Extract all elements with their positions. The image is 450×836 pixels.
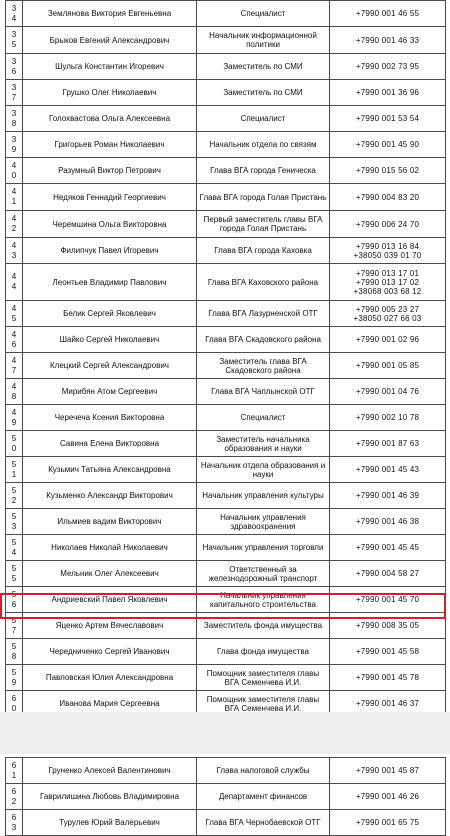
table-row xyxy=(6,106,446,132)
job-position: Глава ВГА города Каховка xyxy=(197,238,330,264)
phone-number: +7990 001 05 85 xyxy=(330,353,446,379)
job-position: Специалист xyxy=(197,405,330,431)
table-row xyxy=(6,509,446,535)
table-row xyxy=(6,80,446,106)
person-name: Кузьмич Татьяна Александровна xyxy=(23,457,197,483)
table-row xyxy=(6,431,446,457)
row-number: 3 7 xyxy=(6,80,23,106)
person-name: Шульга Константин Игоревич xyxy=(23,54,197,80)
phone-number: +7990 004 83 20 xyxy=(330,184,446,211)
phone-number: +7990 013 17 01 +7990 013 17 02 +38068 003 68 12 xyxy=(330,264,446,301)
phone-number: +7990 001 45 78 xyxy=(330,665,446,691)
job-position: Департамент финансов xyxy=(197,784,330,810)
person-name: Чередниченко Сергей Иванович xyxy=(23,639,197,665)
phone-number: +7990 001 46 39 xyxy=(330,483,446,509)
table-row xyxy=(6,54,446,80)
phone-number: +7990 004 58 27 xyxy=(330,561,446,587)
person-name: Груненко Алексей Валентинович xyxy=(23,758,197,784)
job-position: Помощник заместителя главы ВГА Семенчева И.И. xyxy=(197,691,330,717)
person-name: Клецкий Сергей Александрович xyxy=(23,353,197,379)
job-position: Глава ВГА Чернобаевской ОТГ xyxy=(197,810,330,836)
table-row xyxy=(6,639,446,665)
phone-number: +7990 001 65 75 xyxy=(330,810,446,836)
row-number: 4 0 xyxy=(6,158,23,184)
person-name: Андриевский Павел Яковлевич xyxy=(23,587,197,613)
phone-number: +7990 005 23 27 +38050 027 66 03 xyxy=(330,301,446,327)
person-name: Филипчук Павел Игоревич xyxy=(23,238,197,264)
table-row xyxy=(6,561,446,587)
person-name: Павловская Юлия Александровна xyxy=(23,665,197,691)
phone-number: +7990 001 45 90 xyxy=(330,132,446,158)
job-position: Глава налоговой службы xyxy=(197,758,330,784)
phone-number: +7990 001 87 63 xyxy=(330,431,446,457)
row-number: 5 0 xyxy=(6,431,23,457)
phone-number: +7990 002 10 78 xyxy=(330,405,446,431)
table-row xyxy=(6,301,446,327)
table-row xyxy=(6,211,446,238)
job-position: Заместитель начальника образования и науки xyxy=(197,431,330,457)
person-name: Шайко Сергей Николаевич xyxy=(23,327,197,353)
table-row xyxy=(6,132,446,158)
phone-number: +7990 001 46 55 xyxy=(330,1,446,27)
phone-number: +7990 002 73 95 xyxy=(330,54,446,80)
job-position: Начальник управления торговли xyxy=(197,535,330,561)
row-number: 4 4 xyxy=(6,264,23,301)
person-name: Ильмиев вадим Викторович xyxy=(23,509,197,535)
phone-number: +7990 001 04 76 xyxy=(330,379,446,405)
job-position: Начальник управления капитального строительства xyxy=(197,587,330,613)
phone-number: +7990 001 46 33 xyxy=(330,27,446,54)
row-number: 5 5 xyxy=(6,561,23,587)
table-row xyxy=(6,353,446,379)
table-row xyxy=(6,665,446,691)
job-position: Помощник заместителя главы ВГА Семенчева И.И. xyxy=(197,665,330,691)
phone-number: +7990 001 02 96 xyxy=(330,327,446,353)
row-number: 4 5 xyxy=(6,301,23,327)
person-name: Недяков Геннадий Георгиевич xyxy=(23,184,197,211)
phone-number: +7990 001 45 70 xyxy=(330,587,446,613)
phone-number: +7990 001 46 37 xyxy=(330,691,446,717)
table-row xyxy=(6,457,446,483)
job-position: Начальник управления культуры xyxy=(197,483,330,509)
table-row xyxy=(6,184,446,211)
row-number: 4 2 xyxy=(6,211,23,238)
person-name: Кузьменко Александр Викторович xyxy=(23,483,197,509)
row-number: 6 2 xyxy=(6,784,23,810)
row-number: 3 6 xyxy=(6,54,23,80)
person-name: Белик Сергей Яковлевич xyxy=(23,301,197,327)
document-page-2 xyxy=(0,754,450,833)
row-number: 4 6 xyxy=(6,327,23,353)
person-name: Иванова Мария Сергеевна xyxy=(23,691,197,717)
job-position: Заместитель по СМИ xyxy=(197,54,330,80)
row-number: 3 4 xyxy=(6,1,23,27)
row-number: 6 3 xyxy=(6,810,23,836)
table-row xyxy=(6,158,446,184)
person-name: Разумный Виктор Петрович xyxy=(23,158,197,184)
phone-number: +7990 001 53 54 xyxy=(330,106,446,132)
job-position: Глава ВГА Лазурненской ОТГ xyxy=(197,301,330,327)
table-row xyxy=(6,264,446,301)
phone-number: +7990 001 45 45 xyxy=(330,535,446,561)
row-number: 5 2 xyxy=(6,483,23,509)
table-row xyxy=(6,587,446,613)
job-position: Специалист xyxy=(197,106,330,132)
person-name: Брыков Евгений Александрович xyxy=(23,27,197,54)
phone-number: +7990 001 45 87 xyxy=(330,758,446,784)
table-row xyxy=(6,483,446,509)
row-number: 5 8 xyxy=(6,639,23,665)
phone-number: +7990 008 35 05 xyxy=(330,613,446,639)
row-number: 5 6 xyxy=(6,587,23,613)
job-position: Заместитель глава ВГА Скадовского района xyxy=(197,353,330,379)
table-row xyxy=(6,238,446,264)
phone-number: +7990 013 16 84 +38050 039 01 70 xyxy=(330,238,446,264)
person-name: Мельник Олег Алексеевич xyxy=(23,561,197,587)
row-number: 6 1 xyxy=(6,758,23,784)
row-number: 4 1 xyxy=(6,184,23,211)
row-number: 3 9 xyxy=(6,132,23,158)
row-number: 5 4 xyxy=(6,535,23,561)
contacts-table-1 xyxy=(5,0,446,717)
phone-number: +7990 001 46 26 xyxy=(330,784,446,810)
job-position: Глава ВГА Чаплынской ОТГ xyxy=(197,379,330,405)
phone-number: +7990 001 36 96 xyxy=(330,80,446,106)
job-position: Первый заместитель главы ВГА города Голая Пристань xyxy=(197,211,330,238)
job-position: Начальник информационной политики xyxy=(197,27,330,54)
job-position: Начальник управления здравоохранения xyxy=(197,509,330,535)
row-number: 4 7 xyxy=(6,353,23,379)
phone-number: +7990 001 46 38 xyxy=(330,509,446,535)
person-name: Черемшина Ольга Викторовна xyxy=(23,211,197,238)
row-number: 3 8 xyxy=(6,106,23,132)
job-position: Глава ВГА Скадовского района xyxy=(197,327,330,353)
row-number: 5 1 xyxy=(6,457,23,483)
phone-number: +7990 015 56 02 xyxy=(330,158,446,184)
table-row xyxy=(6,535,446,561)
row-number: 4 9 xyxy=(6,405,23,431)
phone-number: +7990 001 45 43 xyxy=(330,457,446,483)
job-position: Глава ВГА Каховского района xyxy=(197,264,330,301)
person-name: Грушко Олег Николаевич xyxy=(23,80,197,106)
person-name: Мирибян Атом Сергеевич xyxy=(23,379,197,405)
row-number: 5 7 xyxy=(6,613,23,639)
row-number: 6 0 xyxy=(6,691,23,717)
row-number: 5 9 xyxy=(6,665,23,691)
job-position: Глава ВГА города Геническа xyxy=(197,158,330,184)
page-gap xyxy=(0,712,450,754)
row-number: 4 8 xyxy=(6,379,23,405)
table-row xyxy=(6,784,446,810)
job-position: Начальник отдела образования и науки xyxy=(197,457,330,483)
table-row xyxy=(6,405,446,431)
table-row xyxy=(6,327,446,353)
table-row xyxy=(6,1,446,27)
phone-number: +7990 006 24 70 xyxy=(330,211,446,238)
job-position: Заместитель фонда имущества xyxy=(197,613,330,639)
person-name: Турулев Юрий Валерьевич xyxy=(23,810,197,836)
job-position: Заместитель по СМИ xyxy=(197,80,330,106)
person-name: Леонтьев Владимир Павлович xyxy=(23,264,197,301)
person-name: Григорьев Роман Николаевич xyxy=(23,132,197,158)
job-position: Глава ВГА города Голая Пристань xyxy=(197,184,330,211)
row-number: 4 3 xyxy=(6,238,23,264)
table-row xyxy=(6,379,446,405)
table-row xyxy=(6,810,446,836)
phone-number: +7990 001 45 58 xyxy=(330,639,446,665)
table-row xyxy=(6,758,446,784)
row-number: 3 5 xyxy=(6,27,23,54)
person-name: Савина Елена Викторовна xyxy=(23,431,197,457)
job-position: Специалист xyxy=(197,1,330,27)
job-position: Глава фонда имущества xyxy=(197,639,330,665)
person-name: Гаврилишина Любовь Владимировна xyxy=(23,784,197,810)
contacts-table-2 xyxy=(5,757,446,836)
person-name: Яценко Артем Вячеславович xyxy=(23,613,197,639)
person-name: Голохвастова Ольга Алексеевна xyxy=(23,106,197,132)
person-name: Черечеча Ксения Викторовна xyxy=(23,405,197,431)
table-row xyxy=(6,613,446,639)
job-position: Ответственный за железнодорожный транспорт xyxy=(197,561,330,587)
person-name: Землянова Виктория Евгеньевна xyxy=(23,1,197,27)
job-position: Начальник отдела по связям xyxy=(197,132,330,158)
row-number: 5 3 xyxy=(6,509,23,535)
table-row xyxy=(6,27,446,54)
person-name: Николаев Николай Николаевич xyxy=(23,535,197,561)
